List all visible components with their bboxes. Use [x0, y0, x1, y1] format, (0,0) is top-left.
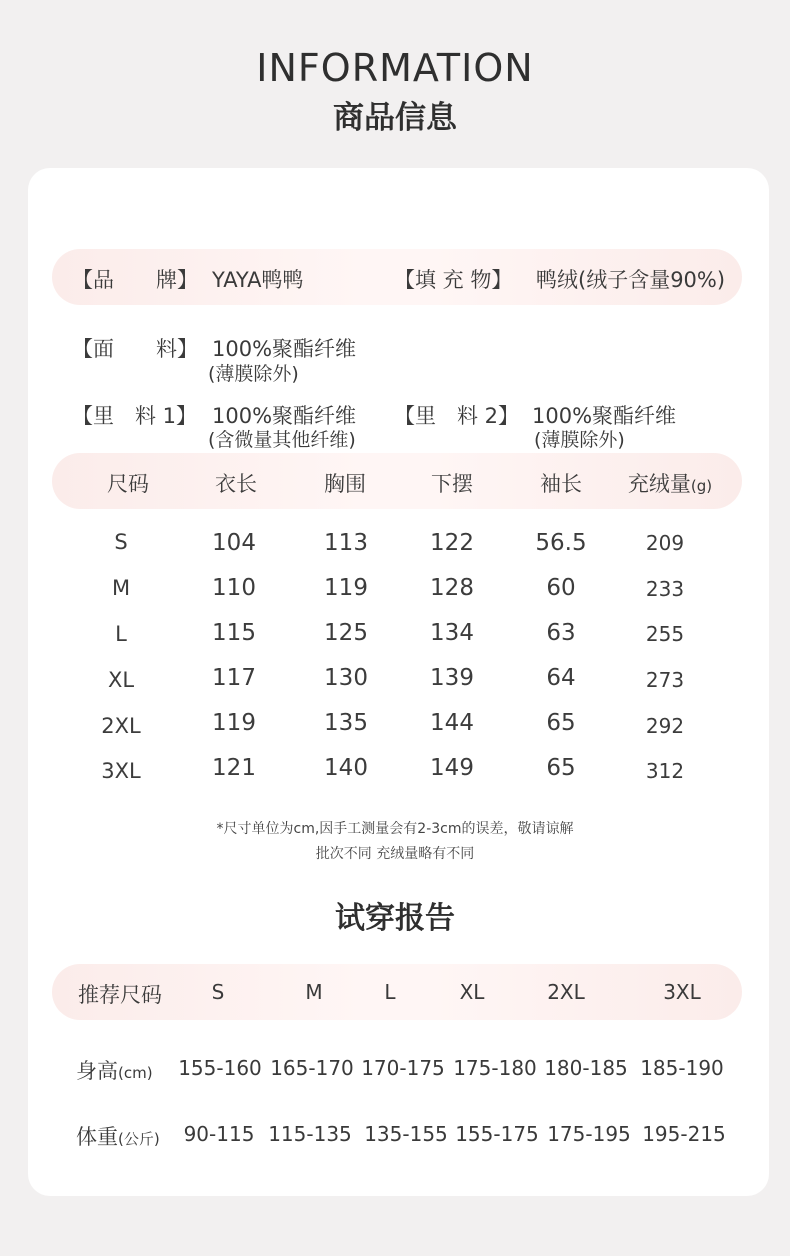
- size-header-down: 充绒量(g): [627, 472, 713, 496]
- size-cell: 104: [212, 530, 256, 556]
- size-cell: 292: [645, 714, 685, 738]
- size-cell: 233: [645, 577, 685, 601]
- height-unit: (cm): [118, 1064, 153, 1082]
- size-cell: 312: [645, 759, 685, 783]
- batch-note: 批次不同 充绒量略有不同: [315, 846, 475, 862]
- size-cell: 65: [546, 710, 576, 736]
- size-header-hem: 下摆: [431, 472, 473, 496]
- weight-label: 体重(公斤): [76, 1125, 160, 1149]
- size-cell: 2XL: [101, 714, 141, 738]
- size-cell: XL: [107, 668, 135, 692]
- size-cell: 56.5: [535, 530, 587, 556]
- fabric-note: (薄膜除外): [208, 363, 299, 385]
- page-title-en: INFORMATION: [256, 46, 534, 90]
- lining2-note: (薄膜除外): [534, 429, 625, 451]
- size-cell: 119: [324, 575, 368, 601]
- height-label: 身高(cm): [76, 1059, 153, 1083]
- height-range: 185-190: [640, 1056, 724, 1080]
- fit-size: 3XL: [663, 980, 701, 1004]
- size-cell: 149: [430, 755, 474, 781]
- size-cell: L: [115, 622, 127, 646]
- size-cell: 3XL: [101, 759, 141, 783]
- size-cell: S: [114, 530, 128, 554]
- fit-report-title: 试穿报告: [335, 901, 455, 936]
- fit-size: 2XL: [547, 980, 585, 1004]
- fit-size: S: [211, 980, 225, 1004]
- filling-label: 【填 充 物】: [394, 268, 513, 292]
- size-cell: 64: [546, 665, 576, 691]
- size-cell: 273: [645, 668, 685, 692]
- height-range: 155-160: [178, 1056, 262, 1080]
- size-cell: 122: [430, 530, 474, 556]
- brand-value: YAYA鸭鸭: [212, 268, 304, 292]
- size-cell: 63: [546, 620, 576, 646]
- fabric-value: 100%聚酯纤维: [212, 337, 357, 361]
- weight-unit: (公斤): [118, 1130, 160, 1148]
- fit-header-label: 推荐尺码: [78, 983, 162, 1007]
- weight-range: 135-155: [364, 1122, 448, 1146]
- page-title-cn: 商品信息: [333, 100, 457, 136]
- size-cell: 125: [324, 620, 368, 646]
- size-cell: 255: [645, 622, 685, 646]
- fit-size: XL: [459, 980, 485, 1004]
- fit-size: M: [305, 980, 323, 1004]
- size-header-size: 尺码: [107, 472, 149, 496]
- size-cell: 110: [212, 575, 256, 601]
- lining1-value: 100%聚酯纤维: [212, 404, 357, 428]
- size-cell: M: [111, 576, 131, 600]
- size-cell: 209: [645, 531, 685, 555]
- size-header-sleeve: 袖长: [540, 472, 582, 496]
- fit-size: L: [384, 980, 396, 1004]
- size-cell: 135: [324, 710, 368, 736]
- size-cell: 115: [212, 620, 256, 646]
- measure-note: *尺寸单位为cm,因手工测量会有2-3cm的误差，敬请谅解: [216, 821, 574, 837]
- size-cell: 60: [546, 575, 576, 601]
- size-cell: 144: [430, 710, 474, 736]
- weight-range: 175-195: [547, 1122, 631, 1146]
- size-cell: 113: [324, 530, 368, 556]
- weight-range: 155-175: [455, 1122, 539, 1146]
- size-cell: 134: [430, 620, 474, 646]
- size-header-length: 衣长: [215, 472, 257, 496]
- size-header-down-unit: (g): [690, 477, 713, 495]
- size-header-chest: 胸围: [324, 472, 366, 496]
- height-range: 175-180: [453, 1056, 537, 1080]
- lining1-label: 【里 料 1】: [72, 404, 198, 428]
- filling-value: 鸭绒(绒子含量90%): [536, 268, 726, 292]
- weight-range: 115-135: [268, 1122, 352, 1146]
- height-range: 170-175: [361, 1056, 445, 1080]
- brand-label: 【品 牌】: [72, 268, 198, 292]
- height-range: 180-185: [544, 1056, 628, 1080]
- size-cell: 140: [324, 755, 368, 781]
- size-cell: 139: [430, 665, 474, 691]
- size-cell: 121: [212, 755, 256, 781]
- size-cell: 119: [212, 710, 256, 736]
- height-range: 165-170: [270, 1056, 354, 1080]
- size-cell: 130: [324, 665, 368, 691]
- lining2-value: 100%聚酯纤维: [532, 404, 677, 428]
- size-cell: 117: [212, 665, 256, 691]
- size-cell: 65: [546, 755, 576, 781]
- lining1-note: (含微量其他纤维): [208, 429, 356, 451]
- weight-range: 195-215: [642, 1122, 726, 1146]
- lining2-label: 【里 料 2】: [394, 404, 520, 428]
- fabric-label: 【面 料】: [72, 337, 198, 361]
- weight-range: 90-115: [183, 1122, 255, 1146]
- size-cell: 128: [430, 575, 474, 601]
